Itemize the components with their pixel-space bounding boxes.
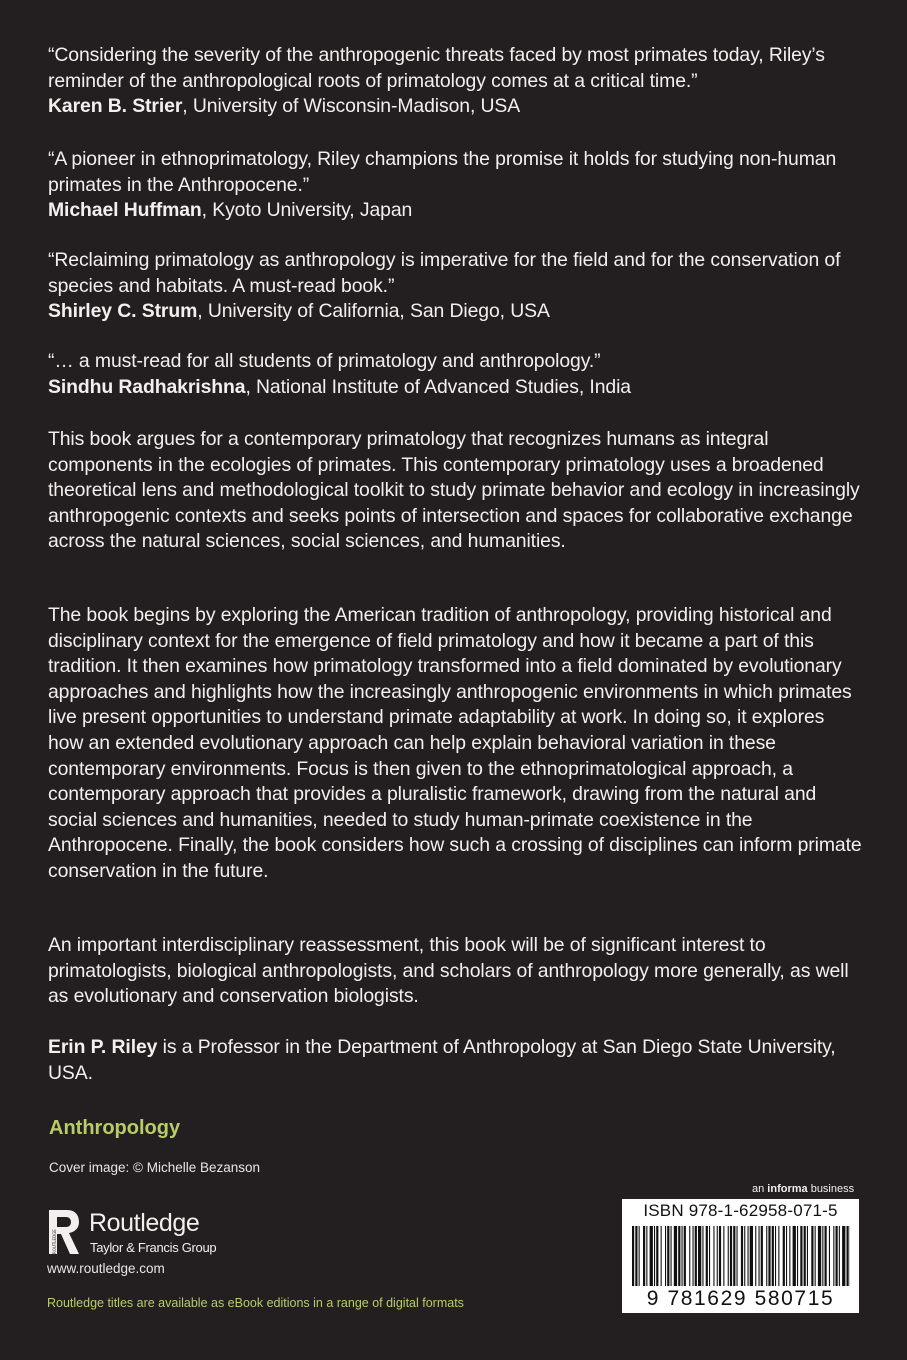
barcode-bar (737, 1226, 738, 1286)
description-paragraph: An important interdisciplinary reassessment, this book will be of significant interest to primatologists, biological anthropologists, and scholars of anthropology more generally, as well as evolutionary and conservation biologists. (48, 934, 849, 1008)
barcode-bar (775, 1226, 776, 1286)
barcode-bar (847, 1226, 849, 1286)
barcode-bar (839, 1226, 840, 1286)
endorsement-quote (48, 147, 863, 224)
quote-source (48, 299, 863, 325)
barcode-bar (741, 1226, 743, 1286)
author-bio (48, 1035, 863, 1086)
barcode-bar (665, 1226, 666, 1286)
barcode-bar (822, 1226, 823, 1286)
endorsement-quote (48, 43, 863, 120)
barcode-bar (755, 1226, 756, 1286)
barcode-bar (829, 1226, 830, 1286)
barcode-bar (728, 1226, 729, 1286)
barcode-bar (632, 1226, 634, 1286)
quote-author: Sindhu Radhakrishna (48, 375, 246, 398)
barcode-bar (674, 1226, 677, 1286)
barcode-bar (804, 1226, 806, 1286)
quote-source (48, 94, 863, 120)
barcode-bar (702, 1226, 703, 1286)
barcode-bar (709, 1226, 710, 1286)
publisher-group: Taylor & Francis Group (90, 1240, 217, 1255)
quote-affiliation: , University of Wisconsin-Madison, USA (182, 95, 521, 118)
quote-author: Michael Huffman (48, 199, 202, 222)
barcode-bar (766, 1226, 767, 1286)
barcode-bar (748, 1226, 749, 1286)
barcode-bar (698, 1226, 701, 1286)
author-name: Erin P. Riley (48, 1036, 158, 1058)
quote-affiliation: , National Institute of Advanced Studies, India (245, 375, 631, 398)
barcode-bar (797, 1226, 798, 1286)
barcode-bar (719, 1226, 721, 1286)
informa-suffix: business (807, 1183, 855, 1195)
barcode-bar (768, 1226, 770, 1286)
subject-category: Anthropology (49, 1117, 181, 1139)
barcode-bar (733, 1226, 735, 1286)
barcode-bar (730, 1226, 732, 1286)
barcode-bar (713, 1226, 714, 1286)
barcode-bar (695, 1226, 697, 1286)
barcode-bar (825, 1226, 827, 1286)
svg-text:ROUTLEDGE: ROUTLEDGE (52, 1229, 57, 1254)
barcode-bar (744, 1226, 745, 1286)
publisher-name: Routledge (89, 1209, 200, 1237)
barcode-bar (772, 1226, 774, 1286)
barcode-bar (684, 1226, 686, 1286)
isbn-label: ISBN 978-1-62958-071-5 (643, 1201, 838, 1220)
barcode-digits: 9 781629 580715 (646, 1287, 835, 1310)
barcode-bar (778, 1226, 779, 1286)
publisher-logo (47, 1208, 237, 1260)
informa-business-label (752, 1183, 854, 1195)
barcode-bar (693, 1226, 694, 1286)
quote-source (48, 198, 863, 224)
barcode-bar (761, 1226, 763, 1286)
barcode-bar (661, 1226, 662, 1286)
endorsement-quote (48, 248, 863, 325)
barcode-bar (786, 1226, 787, 1286)
barcode-bar (759, 1226, 760, 1286)
barcode-bar (667, 1226, 669, 1286)
barcode-bar (671, 1226, 672, 1286)
author-bio-text: is a Professor in the Department of Anthropology at San Diego State University, USA. (48, 1036, 836, 1084)
barcode-bar (678, 1226, 680, 1286)
barcode-bar (815, 1226, 816, 1286)
description-paragraph: The book begins by exploring the American tradition of anthropology, providing historical and disciplinary context for the emergence of field primatology and how it became a part of this tradition. It then examines how primatology transformed into a field dominated by evolutionary approaches and highlights how the increasingly anthropogenic environments in which primates live present opportunities to understand primate adaptability at work. In doing so, it explores how an extended evolutionary approach can help explain behavioral variation in these contemporary environments. Focus is then given to the ethnoprimatological approach, a contemporary approach that provides a pluralistic framework, drawing from the natural and social sciences and humanities, needed to study human-primate coexistence in the Anthropocene. Finally, the book considers how such a crossing of disciplines can inform primate conservation in the future. (48, 604, 862, 882)
barcode-bar (783, 1226, 785, 1286)
barcode-bar (793, 1226, 796, 1286)
barcode-bar (635, 1226, 637, 1286)
barcode-bar (789, 1226, 790, 1286)
quote-source (48, 375, 631, 401)
barcode-bar (818, 1226, 821, 1286)
description-paragraph: This book argues for a contemporary primatology that recognizes humans as integral components in the ecologies of primates. This contemporary primatology uses a broadened theoretical lens and methodological toolkit to study primate behavior and ecology in increasingly anthropogenic contexts and seeks points of intersection and spaces for collaborative exchange across the natural sciences, social sciences, and humanities. (48, 428, 860, 553)
informa-prefix: an (752, 1183, 768, 1195)
barcode-bar (682, 1226, 683, 1286)
barcode-bar (646, 1226, 647, 1286)
quote-affiliation: , Kyoto University, Japan (201, 199, 413, 222)
quote-affiliation: , University of California, San Diego, USA (197, 300, 550, 323)
quote-text: “… a must-read for all students of primatology and anthropology.” (48, 350, 601, 372)
barcode-bar (800, 1226, 802, 1286)
routledge-logo-icon (47, 1208, 81, 1258)
quote-text: “Reclaiming primatology as anthropology is imperative for the field and for the conservation of species and habitats. A must-read book.” (48, 249, 841, 297)
quote-author: Karen B. Strier (48, 95, 183, 118)
barcode-bar (654, 1226, 655, 1286)
endorsement-quote (48, 349, 631, 400)
barcode-bar (807, 1226, 808, 1286)
quote-text: “A pioneer in ethnoprimatology, Riley champions the promise it holds for studying non-human primates in the Anthropocene.” (48, 148, 837, 196)
barcode-bar (650, 1226, 653, 1286)
barcode-bar (723, 1226, 724, 1286)
informa-brand: informa (767, 1183, 808, 1195)
barcode-image (632, 1226, 850, 1286)
barcode-bar (706, 1226, 708, 1286)
quote-author: Shirley C. Strum (48, 300, 198, 323)
cover-image-credit: Cover image: © Michelle Bezanson (49, 1160, 261, 1175)
barcode-bar (833, 1226, 834, 1286)
publisher-website: www.routledge.com (47, 1261, 165, 1276)
barcode-bar (750, 1226, 753, 1286)
barcode-bar (643, 1226, 645, 1286)
barcode-bar (842, 1226, 845, 1286)
ebook-note: Routledge titles are available as eBook editions in a range of digital formats (47, 1296, 464, 1310)
barcode-bar (689, 1226, 690, 1286)
barcode-bar (656, 1226, 658, 1286)
barcode-bar (639, 1226, 640, 1286)
barcode-bar (836, 1226, 838, 1286)
barcode-bar (811, 1226, 813, 1286)
isbn-barcode-box (622, 1199, 859, 1313)
barcode-bar (717, 1226, 718, 1286)
quote-text: “Considering the severity of the anthropogenic threats faced by most primates today, Riley’s reminder of the anthropological roots of primatology comes at a critical time.” (48, 44, 825, 92)
